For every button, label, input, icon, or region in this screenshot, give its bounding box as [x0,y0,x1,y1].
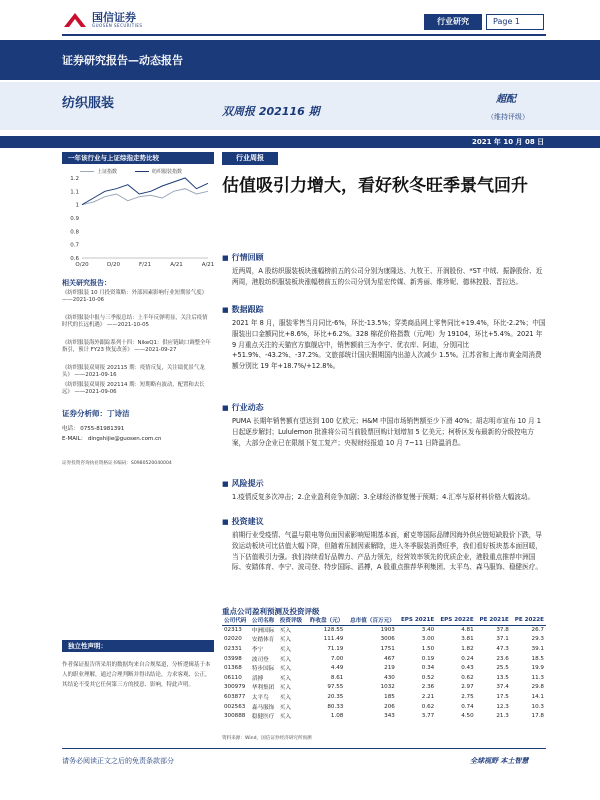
weekly-title: 双周报 202116 期 [222,105,320,118]
chart-title: 一年该行业与上证综指走势比较 [62,152,214,164]
table-cell: 23.6 [496,655,509,662]
col-header: 公司名称 [250,616,278,625]
table-cell: 买入 [279,628,291,635]
header-tag: 行业研究 [424,14,482,30]
section-text: PUMA 长期年销售额有望达到 100 亿欧元；H&M 中国市场销售额至少下滑 40%；胡志明市宣布 10 月 1 日起逐步解封；Lululemon 批准将公司当前股票回购计划增加 5 亿美元；柯桥区发布最新的分级控电方案，大部分企业已在限制下复工复产；央视财经报道 10 月 7~11 日降温消息。 [232,417,541,447]
table-cell: 20.35 [327,693,344,700]
y-tick-label: 0.6 [70,256,79,262]
table-cell: 02331 [224,645,242,652]
trend-chart [62,166,214,270]
col-header: 昨收盘（元） [306,616,346,625]
table-cell: 买入 [279,666,291,673]
table-cell: 买入 [279,704,291,711]
col-header: EPS 2022E [436,616,475,625]
table-cell: 29.3 [531,636,544,643]
table-cell: 25.5 [496,665,509,672]
table-cell: 1.82 [461,645,474,652]
table-cell: 80.33 [327,703,344,710]
series-line [82,189,208,205]
table-cell: 206 [384,703,395,710]
table-cell: 219 [384,665,395,672]
table-cell: 21.3 [496,713,509,720]
table-cell: 1.08 [330,713,344,720]
brand-logo-icon [62,9,88,31]
table-source: 资料来源：Wind，国信证券经济研究所预测 [222,736,312,741]
table-cell: 18.5 [531,655,544,662]
analyst-phone: 电话： 0755-81981391 [62,426,125,432]
table-row [222,683,546,693]
table-cell: 0.34 [421,665,435,672]
legend-label: 纺织服装指数 [152,169,183,175]
table-cell: 29.8 [531,684,544,691]
table-cell: 稳健医疗 [251,714,275,721]
table-cell: 1903 [380,627,395,634]
section-text: 1.疫情反复多次冲击；2.企业盈利竞争加剧；3.全球经济修复慢于预期；4.汇率与原材料价格大幅波动。 [232,493,535,501]
y-tick-label: 0.7 [70,242,79,249]
table-cell: 3.00 [421,636,435,643]
rating: 超配 [496,94,516,105]
table-cell: 0.52 [421,674,435,681]
col-header: 总市值（百万元） [345,616,397,625]
section-title: ■ 行业动态 [222,402,264,413]
y-tick-label: 1.2 [70,176,79,182]
banner-title: 证券研究报告—动态报告 [62,54,183,67]
table-cell: 买入 [279,694,291,701]
table-cell: 4.50 [461,713,474,720]
table-cell: 002563 [224,703,246,710]
related-item[interactable]: 《纺织服装双周报 202114 期：短期略有波动，配置和去长远》 ——2021-09-06 [62,382,205,395]
table-cell: 买入 [279,675,291,682]
table-cell: 3006 [380,636,395,643]
table-cell: 特步国际 [251,666,275,673]
table-cell: 300979 [224,684,246,691]
table-cell: 47.3 [496,645,509,652]
disclaimer-title: 独立性声明： [62,640,214,652]
x-tick-label: D/20 [106,262,121,268]
table-cell: 17.5 [496,693,509,700]
legend-label: 上证指数 [97,169,118,175]
headline: 估值吸引力增大，看好秋冬旺季景气回升 [222,176,528,196]
table-row [222,711,546,721]
x-tick-label: A/21 [201,262,214,268]
table-cell: 10.3 [531,703,544,710]
table-cell: 滔搏 [251,675,264,682]
table-title: 重点公司盈利预测及投资评级 [222,607,320,616]
sector-name: 纺织服装 [62,96,115,111]
section-text: 2021 年 8 月，服装零售当月同比-6%，环比-13.5%；穿类商品网上零售同比+19.4%，环比-2.2%；中国服装出口金额同比+8.6%，环比+6.2%。328 棉花价格指数（元/吨）为 19104，环比+5.4%。2021 年 9 月重点关注的天猫官方旗舰店中，销售额前三为李宁、优衣库、阿迪，分别同比+51.9%、-43.2%、-37.2%。文旅部统计国庆假期国内出游人次减少 1.5%。江苏省和上海市黄金周消费额分别比 19 年+18.7%/+12.8%。 [232,319,546,371]
table-cell: 买入 [279,656,291,663]
table-cell: 1751 [380,645,395,652]
y-tick-label: 1 [75,202,79,209]
table-cell: 0.19 [421,655,435,662]
section-text: 近两周，A 股纺织服装板块涨幅榜前五的公司分别为康隆达、九牧王、开润股份、*ST 中绒、振静股份、近两周，港股纺织服装板块涨幅榜前五的公司分别为星宏传媒、新秀丽、维珍妮、德林控股、晋拉达。 [232,267,543,286]
forecast-table [222,616,546,721]
table-cell: 03998 [224,655,242,662]
section-title: ■ 投资建议 [222,516,264,527]
table-cell: 3.40 [421,627,435,634]
col-header: PE 2022E [511,616,546,625]
table-row [222,635,546,645]
table-cell: 19.9 [531,665,544,672]
table-cell: 01368 [224,665,242,672]
footer-disclaimer: 请务必阅读正文之后的免责条款部分 [62,757,174,765]
table-cell: 森马服饰 [251,704,275,711]
table-cell: 波司登 [251,656,269,663]
table-row [222,702,546,712]
table-cell: 买入 [279,685,291,692]
brand-sub: GUOSEN SECURITIES [92,23,143,28]
related-title: 相关研究报告： [62,279,111,287]
table-cell: 申洲国际 [251,628,275,635]
analyst-cert: 证券投资咨询执业资格证书编码：S0980520040004 [62,461,172,466]
rating-sub: （维持评级） [487,113,529,121]
header-rule [62,34,546,36]
table-cell: 12.3 [496,703,509,710]
report-date: 2021 年 10 月 08 日 [472,138,545,146]
table-cell: 李宁 [251,646,264,653]
table-cell: 华利集团 [251,685,275,692]
page-number: Page 1 [486,14,544,30]
related-item[interactable]: 《纺织服装海外跟踪系列十四：NikeQ1：供应链缺口调整全年指引，预计 FY23 恢复改善》 ——2021-09-27 [62,340,211,353]
table-cell: 26.7 [531,627,544,634]
table-cell: 603877 [224,693,246,700]
table-cell: 467 [384,655,395,662]
table-cell: 1.50 [421,645,435,652]
table-cell: 买入 [279,646,291,653]
table-cell: 111.49 [323,636,344,643]
table-cell: 3.81 [461,636,474,643]
related-item[interactable]: 《纺织服装双周报 202115 期：疫情反复，关注绩优景气龙头》 ——2021-09-16 [62,365,205,378]
table-cell: 02313 [224,627,242,634]
table-row [222,673,546,683]
footer-slogan: 全球视野 本土智慧 [470,757,529,765]
table-cell: 3.77 [421,713,435,720]
table-cell: 37.1 [496,636,509,643]
brand-logo [62,8,152,32]
col-header: 公司代码 [222,616,250,625]
table-cell: 买入 [279,637,291,644]
y-tick-label: 0.8 [70,229,79,236]
table-cell: 8.61 [330,674,344,681]
table-row [222,625,546,635]
col-header: EPS 2021E [397,616,436,625]
table-cell: 71.19 [327,645,344,652]
table-cell: 4.81 [461,627,474,634]
table-cell: 2.36 [421,684,435,691]
table-cell: 2.21 [421,693,435,700]
table-cell: 4.49 [330,665,344,672]
col-header: PE 2021E [476,616,511,625]
table-cell: 0.62 [461,674,474,681]
table-cell: 37.4 [496,684,509,691]
table-header-row [222,616,546,625]
table-cell: 343 [384,713,395,720]
analyst-email[interactable]: E-MAIL： dingshijie@guosen.com.cn [62,436,162,442]
col-header: 投资评级 [278,616,306,625]
related-item[interactable]: 《纺织服装中报与三季报总结：上半年反弹明显，关注后疫情时代的长远机遇》 ——2021-10-05 [62,315,208,328]
table-cell: 买入 [279,714,291,721]
section-title: ■ 数据跟踪 [222,304,264,315]
x-tick-label: A/21 [170,262,183,268]
table-cell: 300888 [224,713,246,720]
table-row [222,663,546,673]
series-line [82,178,208,205]
x-tick-label: O/20 [75,262,89,268]
table-cell: 17.8 [531,713,544,720]
x-tick-label: F/21 [138,262,152,268]
section-text: 前期行业受疫情、气温与限电等负面因素影响短期基本面，耐克等国际品牌因海外供应链短缺股价下跌，导致运动板块可比估值大幅下降，但随着压制因素解除，进入冬季服装消费旺季，我们看好板块基本面回暖，当下估值吸引力强。我们持续看好品牌力、产品力领先，经营效率领先的优质企业，港股重点推荐申洲国际、安踏体育、李宁、波司登、特步国际、滔搏，A 股重点推荐华利集团、太平鸟、森马服饰、稳健医疗。 [232,531,542,572]
table-row [222,692,546,702]
section-title: ■ 行情回顾 [222,252,264,263]
y-tick-label: 1.1 [70,189,79,196]
table-cell: 97.55 [327,684,344,691]
main-tag: 行业周报 [222,152,278,165]
table-cell: 11.3 [531,674,544,681]
related-item[interactable]: 《纺织服装 10 月投资策略：外部因素影响行业短期景气度》 ——2021-10-06 [62,290,208,303]
table-cell: 0.24 [461,655,474,662]
section-title: ■ 风险提示 [222,478,264,489]
table-cell: 0.74 [461,703,474,710]
table-cell: 14.1 [531,693,544,700]
table-cell: 37.8 [496,627,509,634]
footer-rule [62,748,546,749]
table-cell: 06110 [224,674,242,681]
table-cell: 13.5 [496,674,509,681]
analyst-name: 证券分析师：丁诗洁 [62,409,130,418]
table-row [222,644,546,654]
brand-name: 国信证券 [92,11,136,24]
disclaimer-text: 作者保证报告所采用的数据均来自合规渠道，分析逻辑基于本人的职业理解，通过合理判断并得出结论，力求客观、公正，其结论不受其它任何第三方的授意、影响，特此声明。 [62,662,211,688]
table-cell: 430 [384,674,395,681]
table-cell: 2.75 [461,693,474,700]
table-cell: 2.97 [461,684,474,691]
table-cell: 太平鸟 [251,694,269,701]
table-row [222,654,546,664]
table-cell: 128.55 [323,627,344,634]
table-cell: 安踏体育 [251,637,275,644]
table-cell: 0.62 [421,703,435,710]
y-tick-label: 0.9 [70,216,79,222]
table-cell: 185 [384,693,395,700]
table-body [222,625,546,721]
table-cell: 02020 [224,636,242,643]
table-cell: 7.00 [330,655,344,662]
table-cell: 39.1 [531,645,544,652]
table-cell: 0.43 [461,665,474,672]
table-cell: 1032 [380,684,395,691]
